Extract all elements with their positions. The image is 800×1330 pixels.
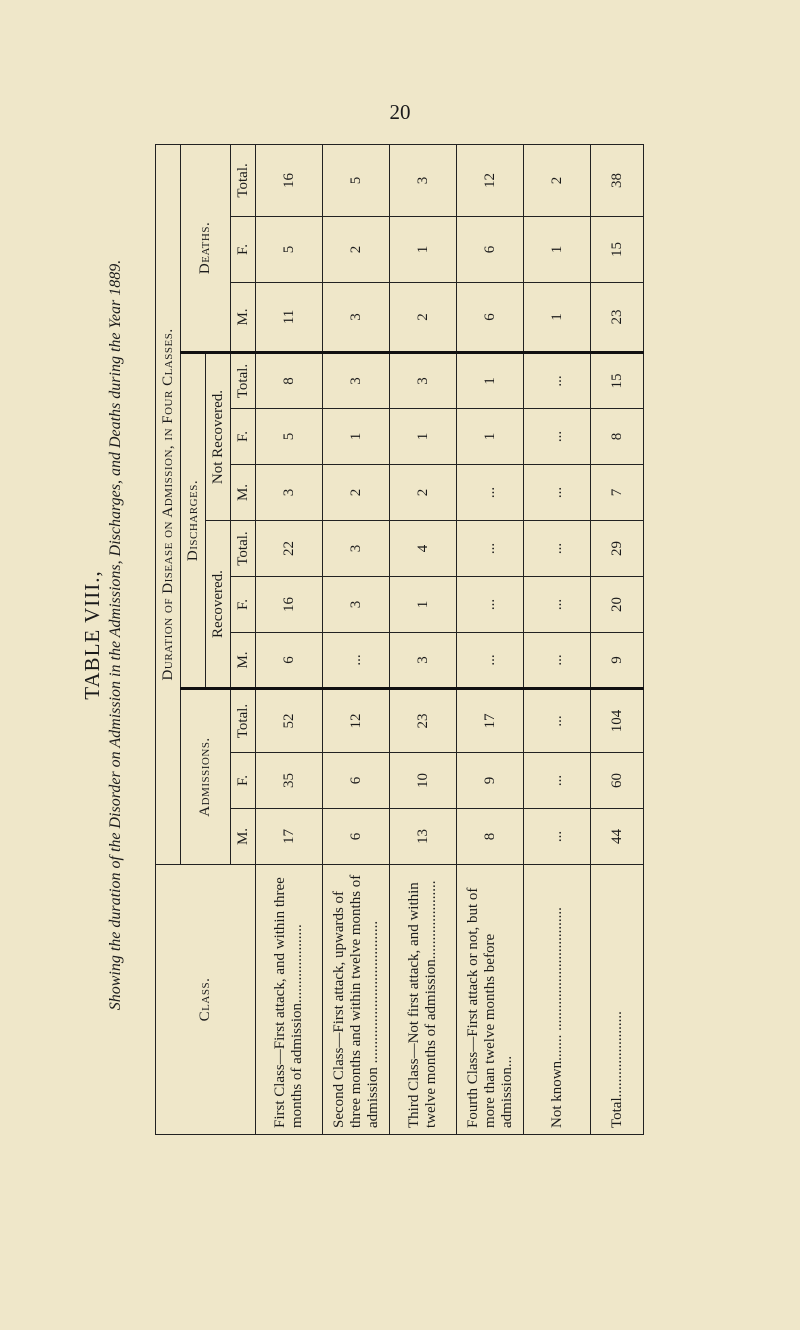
deaths-m-cell: 11 xyxy=(256,283,323,353)
deaths-f-header: F. xyxy=(231,217,256,283)
rec-total-cell: 3 xyxy=(323,521,390,577)
nrec-total-header: Total. xyxy=(231,353,256,409)
table-body xyxy=(256,144,644,1134)
class-header: Class. xyxy=(156,865,256,1135)
deaths-m-cell: 6 xyxy=(457,283,524,353)
adm-m-cell: 6 xyxy=(323,809,390,865)
deaths-m-cell: 3 xyxy=(323,283,390,353)
rec-m-header: M. xyxy=(231,633,256,689)
adm-m-cell: 13 xyxy=(390,809,457,865)
deaths-total-header: Total. xyxy=(231,144,256,216)
deaths-f-cell: 6 xyxy=(457,217,524,283)
total-row xyxy=(591,144,644,1134)
nrec-m-total: 7 xyxy=(591,465,644,521)
adm-total-cell: 12 xyxy=(323,689,390,753)
adm-f-cell: 6 xyxy=(323,753,390,809)
class-cell: Third Class—Not first attack, and within twelve months of admission..................... xyxy=(390,865,457,1135)
deaths-total-cell: 3 xyxy=(390,144,457,216)
rec-total-cell: ... xyxy=(457,521,524,577)
deaths-header: Deaths. xyxy=(181,144,231,352)
deaths-f-cell: 5 xyxy=(256,217,323,283)
nrec-f-cell: 1 xyxy=(390,409,457,465)
deaths-m-header: M. xyxy=(231,283,256,353)
rec-total-cell: 22 xyxy=(256,521,323,577)
table-caption xyxy=(80,135,142,1135)
total-label-cell: Total....................... xyxy=(591,865,644,1135)
rec-total-total: 29 xyxy=(591,521,644,577)
class-cell: Second Class—First attack, upwards of three months and within twelve months of admission ...................................... xyxy=(323,865,390,1135)
rec-f-cell: ... xyxy=(457,577,524,633)
nrec-f-cell: ... xyxy=(524,409,591,465)
table-label: TABLE VIII., xyxy=(80,570,104,700)
rec-f-header: F. xyxy=(231,577,256,633)
deaths-f-total: 15 xyxy=(591,217,644,283)
deaths-f-cell: 2 xyxy=(323,217,390,283)
nrec-total-cell: 1 xyxy=(457,353,524,409)
table-header xyxy=(156,144,256,1134)
table-row xyxy=(323,144,390,1134)
class-cell: Not known....... ................................. xyxy=(524,865,591,1135)
rec-m-cell: ... xyxy=(323,633,390,689)
nrec-m-cell: ... xyxy=(524,465,591,521)
rotated-table-page xyxy=(80,135,740,1135)
adm-m-header: M. xyxy=(231,809,256,865)
adm-f-header: F. xyxy=(231,753,256,809)
rec-m-cell: 3 xyxy=(390,633,457,689)
adm-total-cell: 17 xyxy=(457,689,524,753)
duration-table xyxy=(155,144,644,1135)
adm-m-cell: ... xyxy=(524,809,591,865)
adm-total-total: 104 xyxy=(591,689,644,753)
nrec-total-cell: 3 xyxy=(323,353,390,409)
rec-m-cell: 6 xyxy=(256,633,323,689)
deaths-total-cell: 2 xyxy=(524,144,591,216)
adm-f-cell: 35 xyxy=(256,753,323,809)
rec-m-total: 9 xyxy=(591,633,644,689)
nrec-f-cell: 1 xyxy=(323,409,390,465)
adm-total-cell: 52 xyxy=(256,689,323,753)
table-row xyxy=(457,144,524,1134)
nrec-total-cell: 3 xyxy=(390,353,457,409)
deaths-total-cell: 12 xyxy=(457,144,524,216)
nrec-f-cell: 1 xyxy=(457,409,524,465)
adm-total-header: Total. xyxy=(231,689,256,753)
not-recovered-header: Not Recovered. xyxy=(206,353,231,521)
table-row xyxy=(524,144,591,1134)
deaths-f-cell: 1 xyxy=(524,217,591,283)
rec-total-header: Total. xyxy=(231,521,256,577)
table-row xyxy=(256,144,323,1134)
nrec-f-header: F. xyxy=(231,409,256,465)
deaths-total-total: 38 xyxy=(591,144,644,216)
page-number: 20 xyxy=(389,100,411,124)
adm-f-cell: 9 xyxy=(457,753,524,809)
nrec-m-cell: ... xyxy=(457,465,524,521)
nrec-m-header: M. xyxy=(231,465,256,521)
deaths-m-cell: 2 xyxy=(390,283,457,353)
adm-f-cell: ... xyxy=(524,753,591,809)
nrec-total-cell: 8 xyxy=(256,353,323,409)
adm-m-total: 44 xyxy=(591,809,644,865)
deaths-total-cell: 5 xyxy=(323,144,390,216)
deaths-total-cell: 16 xyxy=(256,144,323,216)
deaths-f-cell: 1 xyxy=(390,217,457,283)
discharges-header: Discharges. xyxy=(181,353,206,689)
rec-m-cell: ... xyxy=(524,633,591,689)
adm-total-cell: ... xyxy=(524,689,591,753)
deaths-m-cell: 1 xyxy=(524,283,591,353)
rec-total-cell: ... xyxy=(524,521,591,577)
recovered-header: Recovered. xyxy=(206,521,231,689)
nrec-f-cell: 5 xyxy=(256,409,323,465)
adm-m-cell: 17 xyxy=(256,809,323,865)
admissions-header: Admissions. xyxy=(181,689,231,865)
rec-f-cell: 1 xyxy=(390,577,457,633)
adm-total-cell: 23 xyxy=(390,689,457,753)
adm-m-cell: 8 xyxy=(457,809,524,865)
rec-f-cell: ... xyxy=(524,577,591,633)
nrec-m-cell: 2 xyxy=(390,465,457,521)
table-row xyxy=(390,144,457,1134)
class-cell: Fourth Class—First attack or not, but of more than twelve months before admission... xyxy=(457,865,524,1135)
adm-f-cell: 10 xyxy=(390,753,457,809)
group-header: Duration of Disease on Admission, in Four Classes. xyxy=(156,144,181,864)
nrec-f-total: 8 xyxy=(591,409,644,465)
nrec-m-cell: 2 xyxy=(323,465,390,521)
table-subtitle: Showing the duration of the Disorder on Admission in the Admissions, Discharges, and Deaths during the Year 1889. xyxy=(107,259,124,1011)
rec-total-cell: 4 xyxy=(390,521,457,577)
rec-f-cell: 3 xyxy=(323,577,390,633)
nrec-total-cell: ... xyxy=(524,353,591,409)
rec-f-total: 20 xyxy=(591,577,644,633)
rec-f-cell: 16 xyxy=(256,577,323,633)
nrec-total-total: 15 xyxy=(591,353,644,409)
deaths-m-total: 23 xyxy=(591,283,644,353)
rec-m-cell: ... xyxy=(457,633,524,689)
class-cell: First Class—First attack, and within three months of admission..................... xyxy=(256,865,323,1135)
nrec-m-cell: 3 xyxy=(256,465,323,521)
adm-f-total: 60 xyxy=(591,753,644,809)
